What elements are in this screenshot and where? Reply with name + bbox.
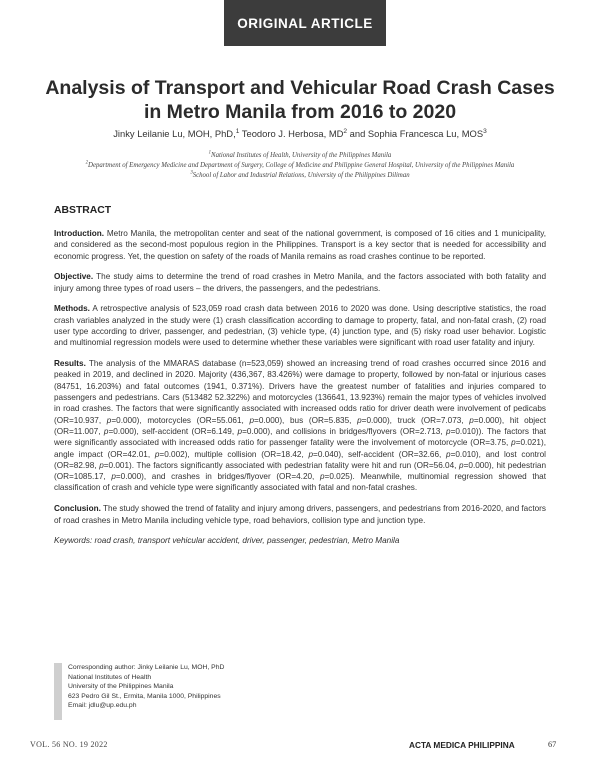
author-affil-mark: 3 (483, 127, 487, 135)
affiliation: $^1$National Institutes of Health, University of the Philippines Manila (208, 150, 392, 159)
affiliation: $^2$Department of Emergency Medicine and Department of Surgery, College of Medicine and Philippine General Hospital, University of the Philippines Manila (85, 160, 515, 169)
author-affil-mark: 2 (343, 127, 348, 135)
abstract-conclusion: Conclusion. The study showed the trend of fatality and injury among drivers, passengers, and pedestrians from 2016-2020, and factors of road crashes in Metro Manila including vehicle type, road behaviors, collision type and junction type. (54, 504, 546, 525)
affiliation: $^3$School of Labor and Industrial Relations, University of the Philippines Diliman (190, 170, 410, 179)
abstract-methods: Methods. A retrospective analysis of 523,059 road crash data between 2016 to 2020 was done. Using descriptive statistics, the road crash variables analyzed in the study were (1) crash classification according to damage to property, fatal, and non-fatal crash, (2) road user type according to driver, passenger, and pedestrian, (3) vehicle type, (4) junction type, and (5) risky road user behavior. Logistic and multinomial regression models were used to determine whether these variables were significant with road user fatality and injury. (54, 304, 547, 348)
abstract-body (54, 228, 546, 556)
correspondence-line: Corresponding author: Jinky Leilanie Lu, MOH, PhD (68, 664, 225, 671)
title-line: Analysis of Transport and Vehicular Road Crash Cases (45, 77, 555, 99)
author-name: Teodoro J. Herbosa, MD (239, 128, 344, 139)
footer-volume: VOL. 56 NO. 19 2022 (30, 740, 108, 749)
abstract-objective: Objective. The study aims to determine the trend of road crashes in Metro Manila, and the factors associated with both fatality and injury among three types of road users – the drivers, the passengers, and the pedestrians. (54, 272, 546, 293)
affiliation-list (40, 151, 560, 181)
article-type-tag: ORIGINAL ARTICLE (224, 0, 386, 46)
keywords: Keywords: road crash, transport vehicular accident, driver, passenger, pedestrian, Metro Manila (54, 536, 400, 546)
author-name: Jinky Leilanie Lu, MOH, PhD, (113, 128, 236, 139)
author-list (40, 128, 560, 139)
author-name: and Sophia Francesca Lu, MOS (347, 128, 484, 139)
correspondence-line: University of the Philippines Manila (68, 683, 174, 690)
correspondence-box (54, 663, 338, 720)
correspondence-email[interactable]: Email: jdlu@up.edu.ph (68, 702, 137, 709)
footer-journal-name: ACTA MEDICA PHILIPPINA (409, 740, 515, 750)
abstract-heading: ABSTRACT (54, 205, 112, 216)
abstract-introduction: Introduction. Metro Manila, the metropolitan center and seat of the national government, is composed of 16 cities and 1 municipality, and considered as the second-most populous region in the Philippines. Transport is a key sector that is needed for accessibility and economic progress. Yet, the question on safety of the roads of Manila remains as road crashes continue to be reported. (54, 229, 546, 261)
article-title (30, 76, 570, 124)
title-line: in Metro Manila from 2016 to 2020 (143, 101, 457, 123)
correspondence-line: National Institutes of Health (68, 673, 152, 681)
correspondence-line: 623 Pedro Gil St., Ermita, Manila 1000, Philippines (68, 692, 221, 700)
footer-page-number: 67 (548, 740, 557, 749)
abstract-results: Results. The analysis of the MMARAS database (n=523,059) showed an increasing trend of road crashes occurred since 2016 and peaked in 2019, and declined in 2020. Majority (436,367, 83.426%) were damage to property, followed by non-fatal or injurious cases (84751, 16.203%) and fatal outcomes (1941, 0.371%). Drivers have the greatest number of fatalities and injuries compared to passengers and pedestrians. Cars (513482 52.322%) and motorcycles (136641, 13.923%) remain the major types of vehicles involved in road crashes. The factors that were significantly associated with increased odds ratio for driver death were involvement of pedicabs (OR=10.937, p=0.000), motorcycles (OR=55.061, p=0.000), bus (OR=5.835, p=0.000), truck (OR=7.073, p=0.000), hit object (OR=11.007, p=0.000), self-accident (OR=6.149, p=0.000), and collisions in bridges/flyovers (OR=2.713, p=0.010)). The factors that were significantly associated with increased odds ratio for passenger fatality were the involvement of motorcycle (OR=3.75, p=0.021), angle impact (OR=42.01, p=0.002), multiple collision (OR=18.42, p=0.040), self-accident (OR=32.66, p=0.010), and lost control (OR=82.98, p=0.001). The factors significantly associated with pedestrian fatality were hit and run (OR=56.04, p=0.000), hit pedestrian (OR=1085.17, p=0.000), and crashes in bridges/flyover (OR=4.20, p=0.025). Meanwhile, multinomial regression showed that classification of crash and vehicle type were significantly associated with fatal and non-fatal crashes. (54, 359, 547, 493)
author-affil-mark: 1 (235, 127, 240, 135)
